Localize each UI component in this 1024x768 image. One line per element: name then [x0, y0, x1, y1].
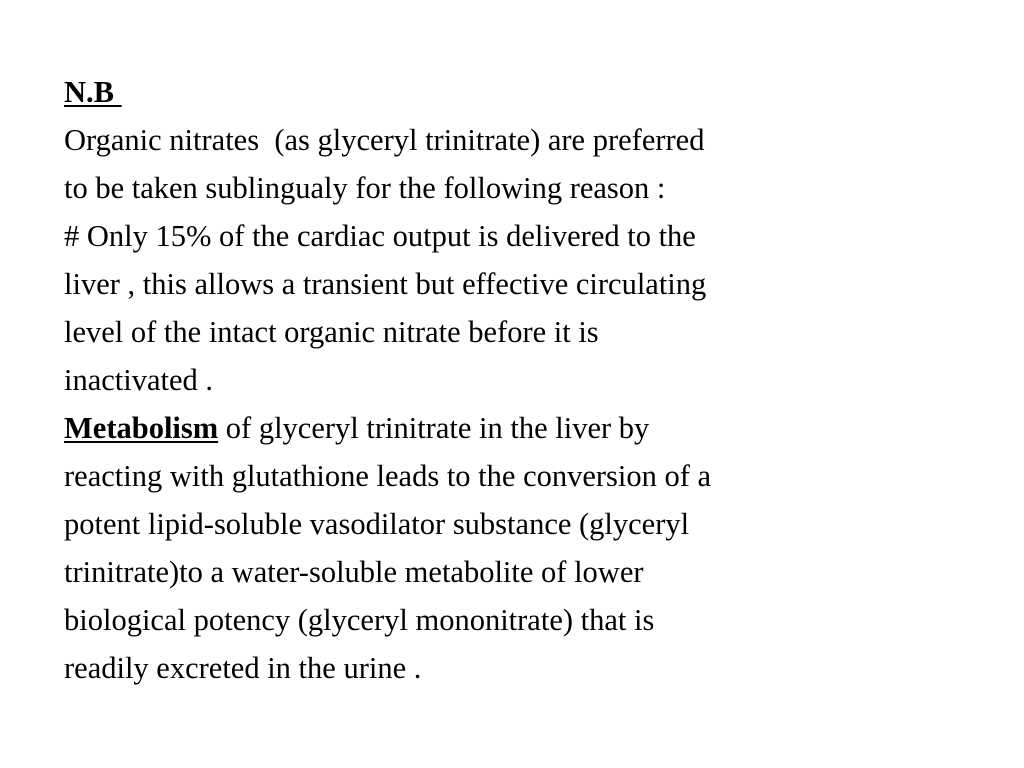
nb-heading: N.B	[64, 75, 122, 109]
note-line-3: # Only 15% of the cardiac output is delivered to the	[64, 219, 696, 253]
metabolism-line-4: trinitrate)to a water-soluble metabolite of lower	[64, 555, 644, 589]
note-line-6: inactivated .	[64, 363, 214, 397]
metabolism-line-1	[64, 404, 964, 452]
note-line-2: to be taken sublingualy for the following reason :	[64, 171, 666, 205]
note-line-1: Organic nitrates (as glyceryl trinitrate) are preferred	[64, 123, 705, 157]
slide-content	[64, 68, 964, 692]
metabolism-line-3: potent lipid-soluble vasodilator substance (glyceryl	[64, 507, 690, 541]
note-line-4: liver , this allows a transient but effective circulating	[64, 267, 707, 301]
metabolism-line-5: biological potency (glyceryl mononitrate) that is	[64, 603, 655, 637]
metabolism-line-1-text: of glyceryl trinitrate in the liver by	[218, 411, 650, 445]
metabolism-line-2: reacting with glutathione leads to the conversion of a	[64, 459, 712, 493]
note-line-5: level of the intact organic nitrate before it is	[64, 315, 599, 349]
metabolism-term: Metabolism	[64, 411, 219, 445]
heading-line	[64, 68, 964, 116]
metabolism-line-6: readily excreted in the urine .	[64, 651, 422, 685]
